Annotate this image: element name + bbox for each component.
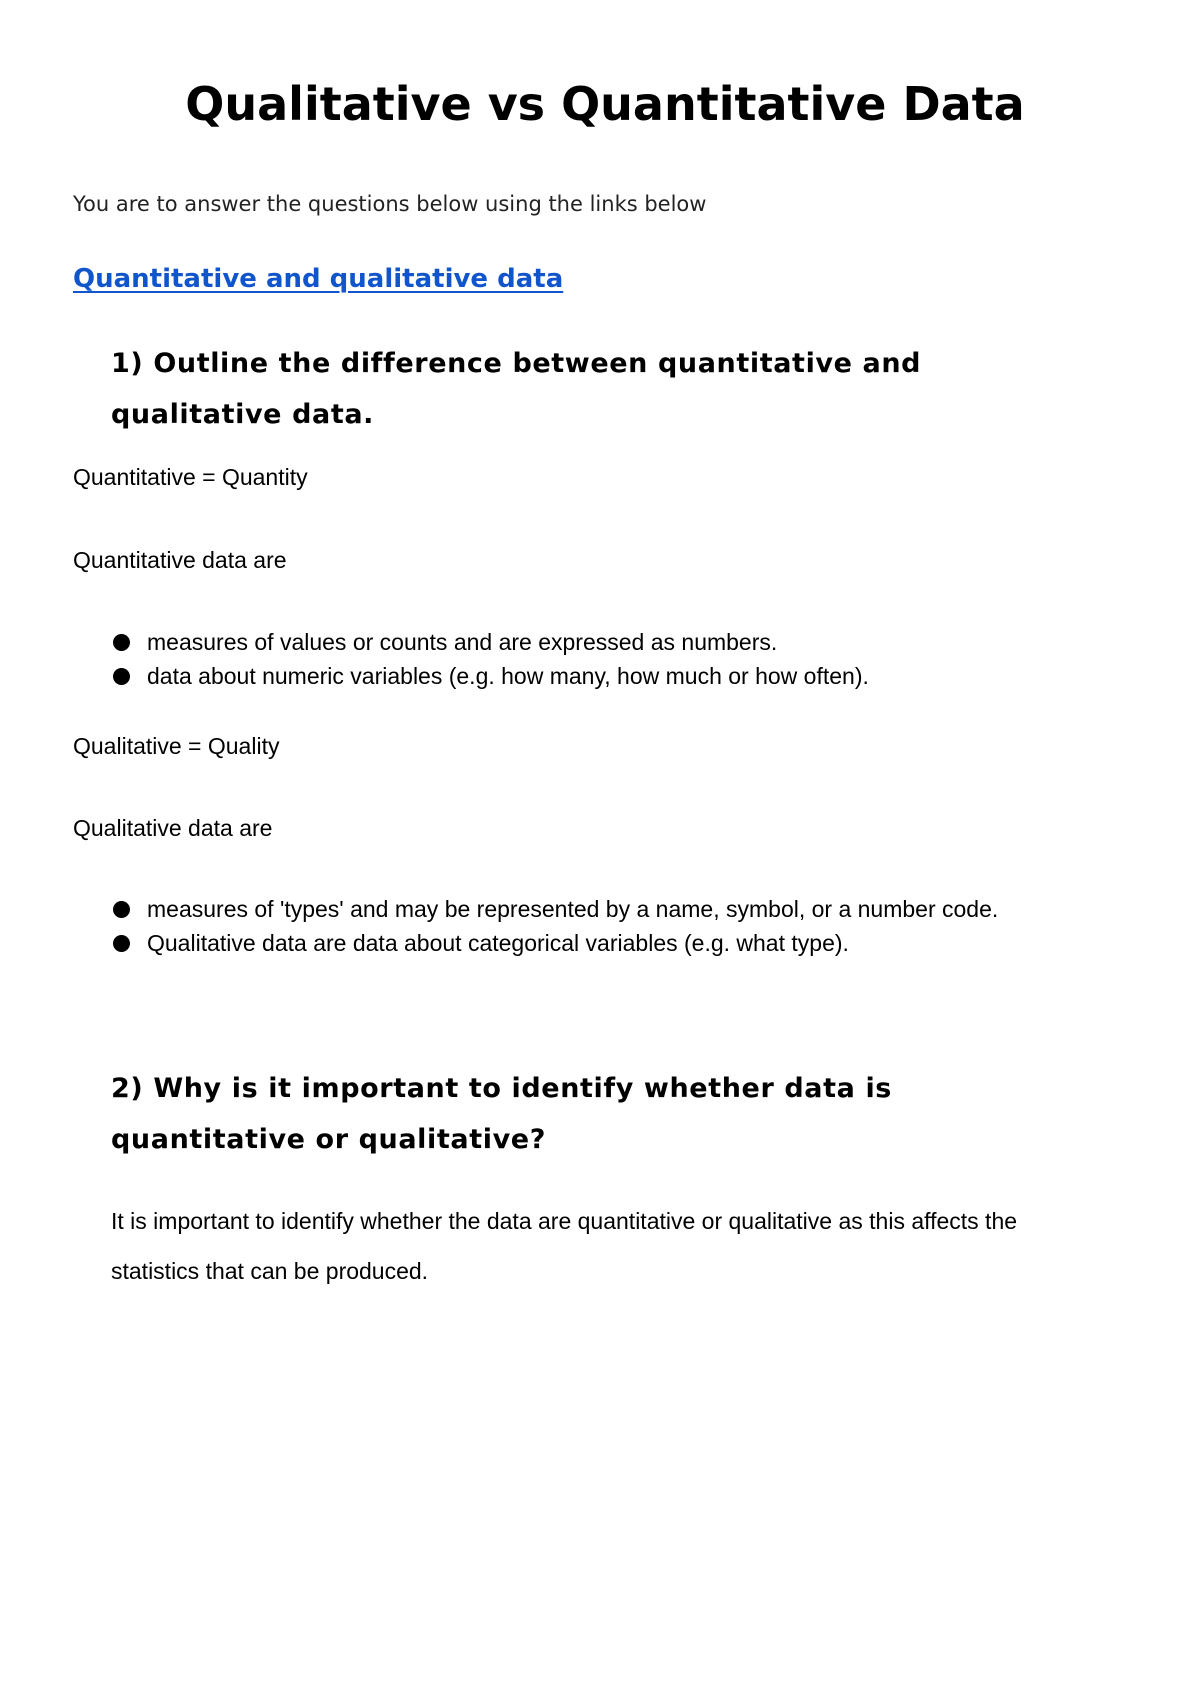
document-title: Qualitative vs Quantitative Data bbox=[185, 77, 1025, 131]
intro-text: You are to answer the questions below using the links below bbox=[73, 192, 707, 216]
question-2-answer: It is important to identify whether the data are quantitative or qualitative as this affects the statistics that can be produced. bbox=[111, 1208, 1018, 1284]
bullet-icon bbox=[113, 668, 130, 685]
qualitative-lead: Qualitative data are bbox=[73, 815, 273, 841]
list-item bbox=[73, 892, 998, 926]
list-item bbox=[73, 659, 869, 693]
question-1-heading: 1) Outline the difference between quantitative and qualitative data. bbox=[111, 348, 922, 430]
bullet-icon bbox=[113, 634, 130, 651]
qualitative-definition: Qualitative = Quality bbox=[73, 733, 280, 759]
list-item bbox=[73, 926, 998, 960]
qualitative-bullet-list bbox=[73, 892, 998, 960]
bullet-icon bbox=[113, 901, 130, 918]
list-item-text: measures of values or counts and are expressed as numbers. bbox=[147, 629, 778, 655]
list-item bbox=[73, 625, 869, 659]
list-item-text: measures of 'types' and may be represented by a name, symbol, or a number code. bbox=[147, 896, 999, 922]
list-item-text: data about numeric variables (e.g. how many, how much or how often). bbox=[147, 663, 869, 689]
bullet-icon bbox=[113, 935, 130, 952]
list-item-text: Qualitative data are data about categorical variables (e.g. what type). bbox=[147, 930, 849, 956]
quantitative-lead: Quantitative data are bbox=[73, 547, 287, 573]
question-2-heading: 2) Why is it important to identify whether data is quantitative or qualitative? bbox=[111, 1073, 892, 1155]
quantitative-qualitative-link[interactable]: Quantitative and qualitative data bbox=[73, 264, 564, 294]
quantitative-bullet-list bbox=[73, 625, 869, 693]
quantitative-definition: Quantitative = Quantity bbox=[73, 464, 308, 490]
